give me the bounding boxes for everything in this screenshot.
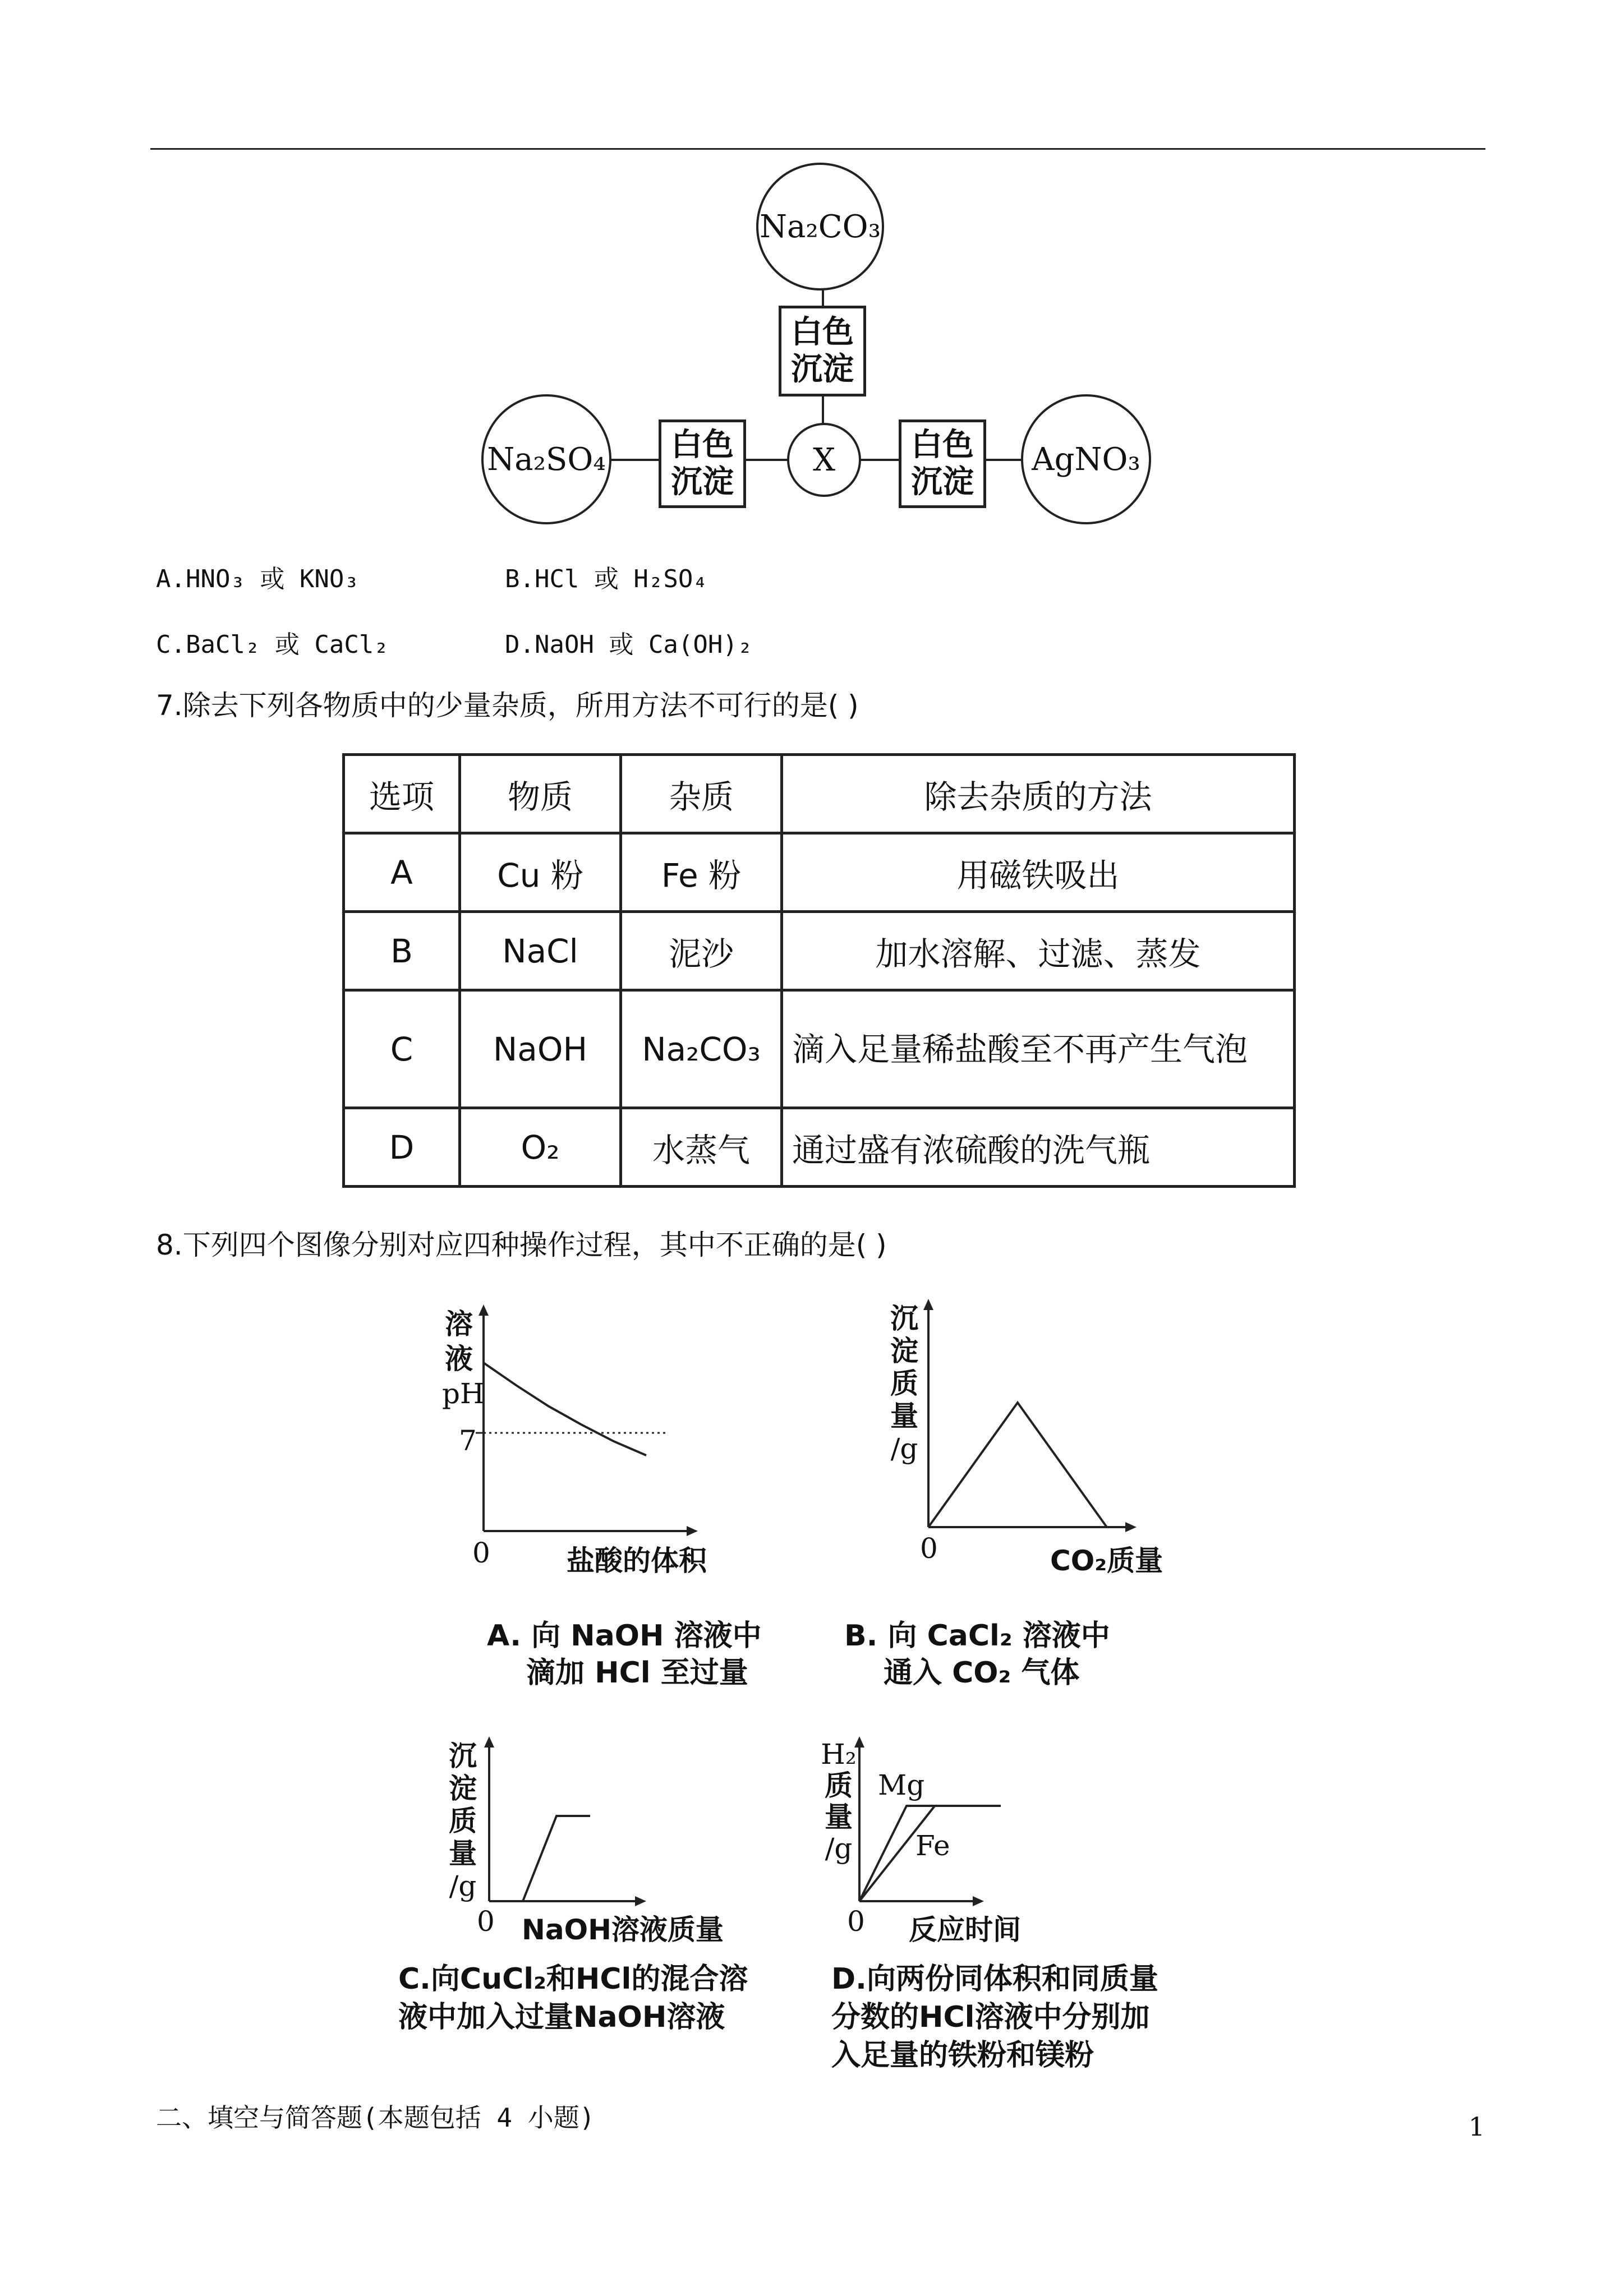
chart-b-origin: 0: [920, 1532, 938, 1565]
chart-d-ylabel-part: 量: [825, 1801, 853, 1833]
chart-a-ylabel-part: 液: [445, 1343, 473, 1375]
table-cell: Fe 粉: [621, 833, 782, 912]
chart-d-y-arrow: [854, 1736, 864, 1748]
q6-option-d: D.NaOH 或 Ca(OH)₂: [505, 630, 753, 659]
chart-d-xlabel: 反应时间: [909, 1914, 1021, 1946]
table-cell: NaOH: [460, 990, 621, 1108]
chart-b-ylabel-part: 量: [890, 1400, 918, 1432]
table-cell: 通过盛有浓硫酸的洗气瓶: [782, 1108, 1295, 1187]
chart-d-mg-line: [859, 1806, 1001, 1901]
chart-c-caption-line1: C.向CuCl₂和HCl的混合溶: [398, 1962, 748, 1996]
node-na2co3: Na₂CO₃: [756, 163, 884, 291]
table-cell: A: [344, 833, 460, 912]
chart-a-ylabel-part: pH: [442, 1377, 485, 1410]
chart-c-origin: 0: [477, 1905, 495, 1938]
table-cell: 滴入足量稀盐酸至不再产生气泡: [782, 990, 1295, 1108]
node-na2so4: Na₂SO₄: [481, 394, 611, 524]
chart-a-origin: 0: [472, 1537, 490, 1569]
edge-label-left-line1: 白色: [671, 427, 734, 463]
chart-c-ylabel-part: 淀: [449, 1772, 477, 1805]
section2-title: 二、填空与简答题(本题包括 4 小题): [156, 2103, 595, 2133]
chart-d-origin: 0: [847, 1905, 865, 1938]
table-header-cell: 杂质: [621, 755, 782, 833]
chart-b-ylabel-part: /g: [890, 1432, 918, 1465]
table-cell: D: [344, 1108, 460, 1187]
edge-label-right-line2: 沉淀: [911, 464, 974, 500]
chart-b-ylabel-part: 淀: [890, 1335, 918, 1367]
chart-c-ylabel-part: /g: [449, 1870, 477, 1902]
chart-d-ylabel-part: /g: [825, 1832, 853, 1865]
chart-a-caption-line2: 滴加 HCl 至过量: [526, 1656, 748, 1690]
page-number: 1: [1468, 2111, 1485, 2142]
table-cell: 水蒸气: [621, 1108, 782, 1187]
chart-c-xlabel: NaOH溶液质量: [522, 1914, 724, 1946]
table-cell: 泥沙: [621, 912, 782, 990]
edge-label-top-line1: 白色: [791, 314, 854, 351]
chart-b-caption-line1: B. 向 CaCl₂ 溶液中: [844, 1619, 1110, 1653]
q6-option-c: C.BaCl₂ 或 CaCl₂: [156, 630, 389, 659]
chart-d-ylabel-part: 质: [825, 1769, 853, 1802]
edge-label-left-line2: 沉淀: [671, 464, 734, 500]
q7-stem: 7.除去下列各物质中的少量杂质，所用方法不可行的是( ): [156, 689, 859, 722]
table-cell: Cu 粉: [460, 833, 621, 912]
table-header-cell: 选项: [344, 755, 460, 833]
chart-c-ylabel-part: 量: [449, 1837, 477, 1870]
chart-d-caption-line3: 入足量的铁粉和镁粉: [831, 2039, 1094, 2072]
chart-b-caption-line2: 通入 CO₂ 气体: [884, 1656, 1080, 1690]
table-cell: O₂: [460, 1108, 621, 1187]
chart-a-ref-tick: 7: [459, 1424, 477, 1457]
node-agno3: AgNO₃: [1021, 394, 1151, 524]
table-cell: Na₂CO₃: [621, 990, 782, 1108]
chart-c-caption-line2: 液中加入过量NaOH溶液: [398, 2000, 725, 2034]
chart-d-caption-line1: D.向两份同体积和同质量: [831, 1962, 1158, 1996]
chart-a-xlabel: 盐酸的体积: [567, 1545, 707, 1577]
edge-label-right-line1: 白色: [911, 427, 974, 463]
node-x: X: [787, 423, 861, 497]
table-cell: 用磁铁吸出: [782, 833, 1295, 912]
table-cell: 加水溶解、过滤、蒸发: [782, 912, 1295, 990]
chart-d-x-arrow: [973, 1896, 984, 1906]
q8-stem: 8.下列四个图像分别对应四种操作过程，其中不正确的是( ): [156, 1229, 887, 1261]
chart-c-ylabel-part: 质: [449, 1805, 477, 1837]
table-cell: NaCl: [460, 912, 621, 990]
chart-a-caption-line1: A. 向 NaOH 溶液中: [487, 1619, 762, 1653]
chart-b-ylabel-part: 质: [890, 1367, 918, 1400]
chart-d-series-fe-label: Fe: [915, 1829, 950, 1862]
edge-label-top-line2: 沉淀: [791, 351, 854, 388]
chart-d-series-mg-label: Mg: [878, 1769, 925, 1801]
chart-d-fe-line: [859, 1806, 1001, 1901]
chart-b-ylabel-part: 沉: [890, 1302, 918, 1335]
q6-option-b: B.HCl 或 H₂SO₄: [505, 565, 708, 593]
chart-d-caption-line2: 分数的HCl溶液中分别加: [831, 2000, 1150, 2034]
table-cell: C: [344, 990, 460, 1108]
chart-d-ylabel-part: H₂: [821, 1738, 857, 1771]
q6-option-a: A.HNO₃ 或 KNO₃: [156, 565, 359, 593]
chart-b-xlabel: CO₂质量: [1050, 1545, 1163, 1577]
chart-c-ylabel-part: 沉: [449, 1740, 477, 1772]
table-header-cell: 除去杂质的方法: [782, 755, 1295, 833]
table-header-cell: 物质: [460, 755, 621, 833]
chart-a-ylabel-part: 溶: [445, 1308, 473, 1340]
table-cell: B: [344, 912, 460, 990]
